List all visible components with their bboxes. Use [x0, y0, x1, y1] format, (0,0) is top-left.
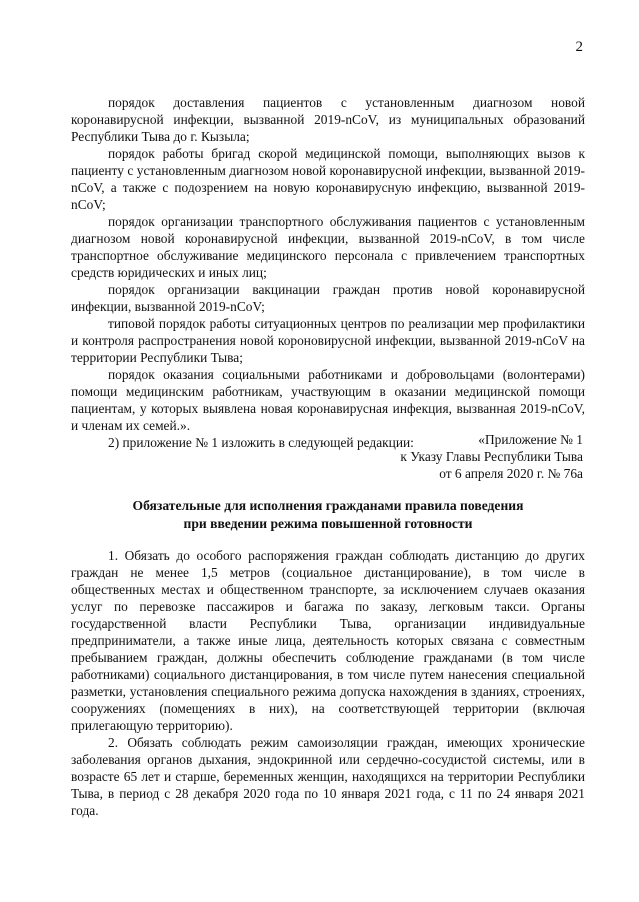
rules-list [71, 547, 585, 819]
page-number: 2 [575, 39, 583, 55]
title-line-2: при введении режима повышенной готовности [183, 515, 473, 531]
appendix-header [283, 431, 583, 482]
list-item-appendix-amendment: 2) приложение № 1 изложить в следующей редакции: [108, 435, 414, 450]
document-title [71, 497, 585, 532]
list-item-transport-service: порядок организации транспортного обслуживания пациентов с установленным диагнозом новой коронавирусной инфекции, вызванной 2019-nCoV, в том числе транспортное обслуживание медицинского персонала с привлечением транспортных средств юридических и иных лиц; [71, 214, 585, 280]
appendix-line-3: от 6 апреля 2020 г. № 76а [439, 466, 583, 481]
list-item-ambulance-teams: порядок работы бригад скорой медицинской помощи, выполняющих вызов к пациенту с установленным диагнозом новой коронавирусной инфекции, вызванной 2019-nCoV, а также с подозрением на новую коронавирусную инфекцию, вызванной 2019-nCoV; [71, 146, 585, 212]
rule-2-self-isolation: 2. Обязать соблюдать режим самоизоляции граждан, имеющих хронические заболевания органов дыхания, эндокринной или сердечно-сосудистой системы, или в возрасте 65 лет и старше, беременных женщин, находящихся на территории Республики Тыва, в период с 28 декабря 2020 года по 10 января 2021 года, с 11 по 24 января 2021 года. [71, 735, 585, 818]
rule-1-social-distancing: 1. Обязать до особого распоряжения граждан соблюдать дистанцию до других граждан не менее 1,5 метров (социальное дистанцирование), в том числе в общественных местах и общественном транспорте, за исключением случаев оказания услуг по перевозке пассажиров и багажа по заказу, легковым такси. Органы государственной власти Республики Тыва, организации индивидуальные предприниматели, а также иные лица, деятельность которых связана с совместным пребыванием граждан, должны обеспечить соблюдение гражданами (в том числе работниками) социального дистанцирования, в том числе путем нанесения специальной разметки, установления специального режима допуска нахождения в зданиях, строениях, сооружениях (помещениях в них), на соответствующей территории (включая прилегающую территорию). [71, 548, 585, 733]
amendment-list [71, 94, 585, 451]
appendix-line-1: «Приложение № 1 [478, 432, 583, 447]
list-item-social-workers: порядок оказания социальными работниками и добровольцами (волонтерами) помощи медицинским работникам, участвующим в оказании медицинской помощи пациентам, у которых выявлена новая коронавирусная инфекция, вызванная 2019-nCoV, и членам их семей.». [71, 367, 585, 433]
appendix-line-2: к Указу Главы Республики Тыва [400, 449, 583, 464]
list-item-situation-centers: типовой порядок работы ситуационных центров по реализации мер профилактики и контроля распространения новой короновирусной инфекции, вызванной 2019-nCoV на территории Республики Тыва; [71, 316, 585, 365]
title-line-1: Обязательные для исполнения гражданами правила поведения [132, 498, 524, 513]
list-item-vaccination: порядок организации вакцинации граждан против новой коронавирусной инфекции, вызванной 2019-nCoV; [71, 282, 585, 314]
list-item-transport-to-kyzyl: порядок доставления пациентов с установленным диагнозом новой коронавирусной инфекции, вызванной 2019-nCoV, из муниципальных образований Республики Тыва до г. Кызыла; [71, 95, 585, 144]
